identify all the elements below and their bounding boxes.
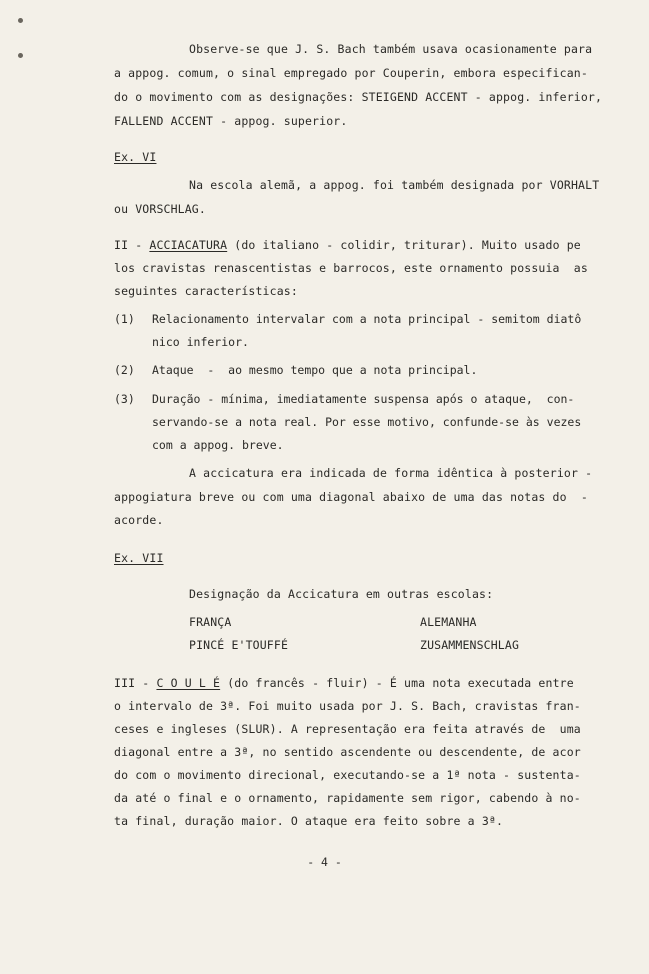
text-line: A accicatura era indicada de forma idêntica à posterior - [189,466,593,480]
text-line: do com o movimento direcional, executando-se a 1ª nota - sustenta- [114,768,581,782]
text-line: (do francês - fluir) - É uma nota executada entre [220,676,574,690]
text-line: do o movimento com as designações: STEIGEND ACCENT - appog. inferior, [114,90,603,104]
text-line: a appog. comum, o sinal empregado por Couperin, embora especifican- [114,66,588,80]
school-germany-value: ZUSAMMENSCHLAG [420,638,520,652]
punch-hole [18,18,23,23]
section-term: ACCIACATURA [149,238,228,252]
schools-heading: Designação da Accicatura em outras escolas: [189,587,494,601]
school-germany-label: ALEMANHA [420,615,477,629]
section-heading [114,676,574,690]
section-number: II - [114,238,150,252]
text-line: appogiatura breve ou com uma diagonal abaixo de uma das notas do - [114,490,588,504]
text-line: los cravistas renascentistas e barrocos, este ornamento possuia as [114,261,588,275]
section-heading [114,238,581,252]
text-line: acorde. [114,513,164,527]
example-label: Ex. VI [114,150,157,164]
list-item-line: Ataque - ao mesmo tempo que a nota principal. [152,363,478,377]
list-item-line: com a appog. breve. [152,438,284,452]
list-number: (2) [114,363,135,377]
text-line: ou VORSCHLAG. [114,202,206,216]
list-item-line: Relacionamento intervalar com a nota principal - semitom diatô [152,312,582,326]
list-number: (3) [114,392,135,406]
text-line: Na escola alemã, a appog. foi também designada por VORHALT [189,178,600,192]
school-france-value: PINCÉ E'TOUFFÉ [189,638,289,652]
list-item-line: Duração - mínima, imediatamente suspensa após o ataque, con- [152,392,575,406]
text-line: o intervalo de 3ª. Foi muito usada por J. S. Bach, cravistas fran- [114,699,581,713]
school-france-label: FRANÇA [189,615,232,629]
text-line: da até o final e o ornamento, rapidamente sem rigor, cabendo à no- [114,791,581,805]
section-number: III - [114,676,157,690]
list-number: (1) [114,312,135,326]
text-line: FALLEND ACCENT - appog. superior. [114,114,348,128]
example-label: Ex. VII [114,551,164,565]
text-line: Observe-se que J. S. Bach também usava ocasionamente para [189,42,593,56]
text-line: (do italiano - colidir, triturar). Muito usado pe [227,238,581,252]
punch-hole [18,53,23,58]
text-line: seguintes características: [114,284,298,298]
list-item-line: servando-se a nota real. Por esse motivo, confunde-se às vezes [152,415,582,429]
text-line: ta final, duração maior. O ataque era feito sobre a 3ª. [114,814,504,828]
section-term: C O U L É [156,676,221,690]
list-item-line: nico inferior. [152,335,249,349]
page-number: - 4 - [307,855,342,869]
text-line: ceses e ingleses (SLUR). A representação era feita através de uma [114,722,581,736]
text-line: diagonal entre a 3ª, no sentido ascendente ou descendente, de acor [114,745,581,759]
